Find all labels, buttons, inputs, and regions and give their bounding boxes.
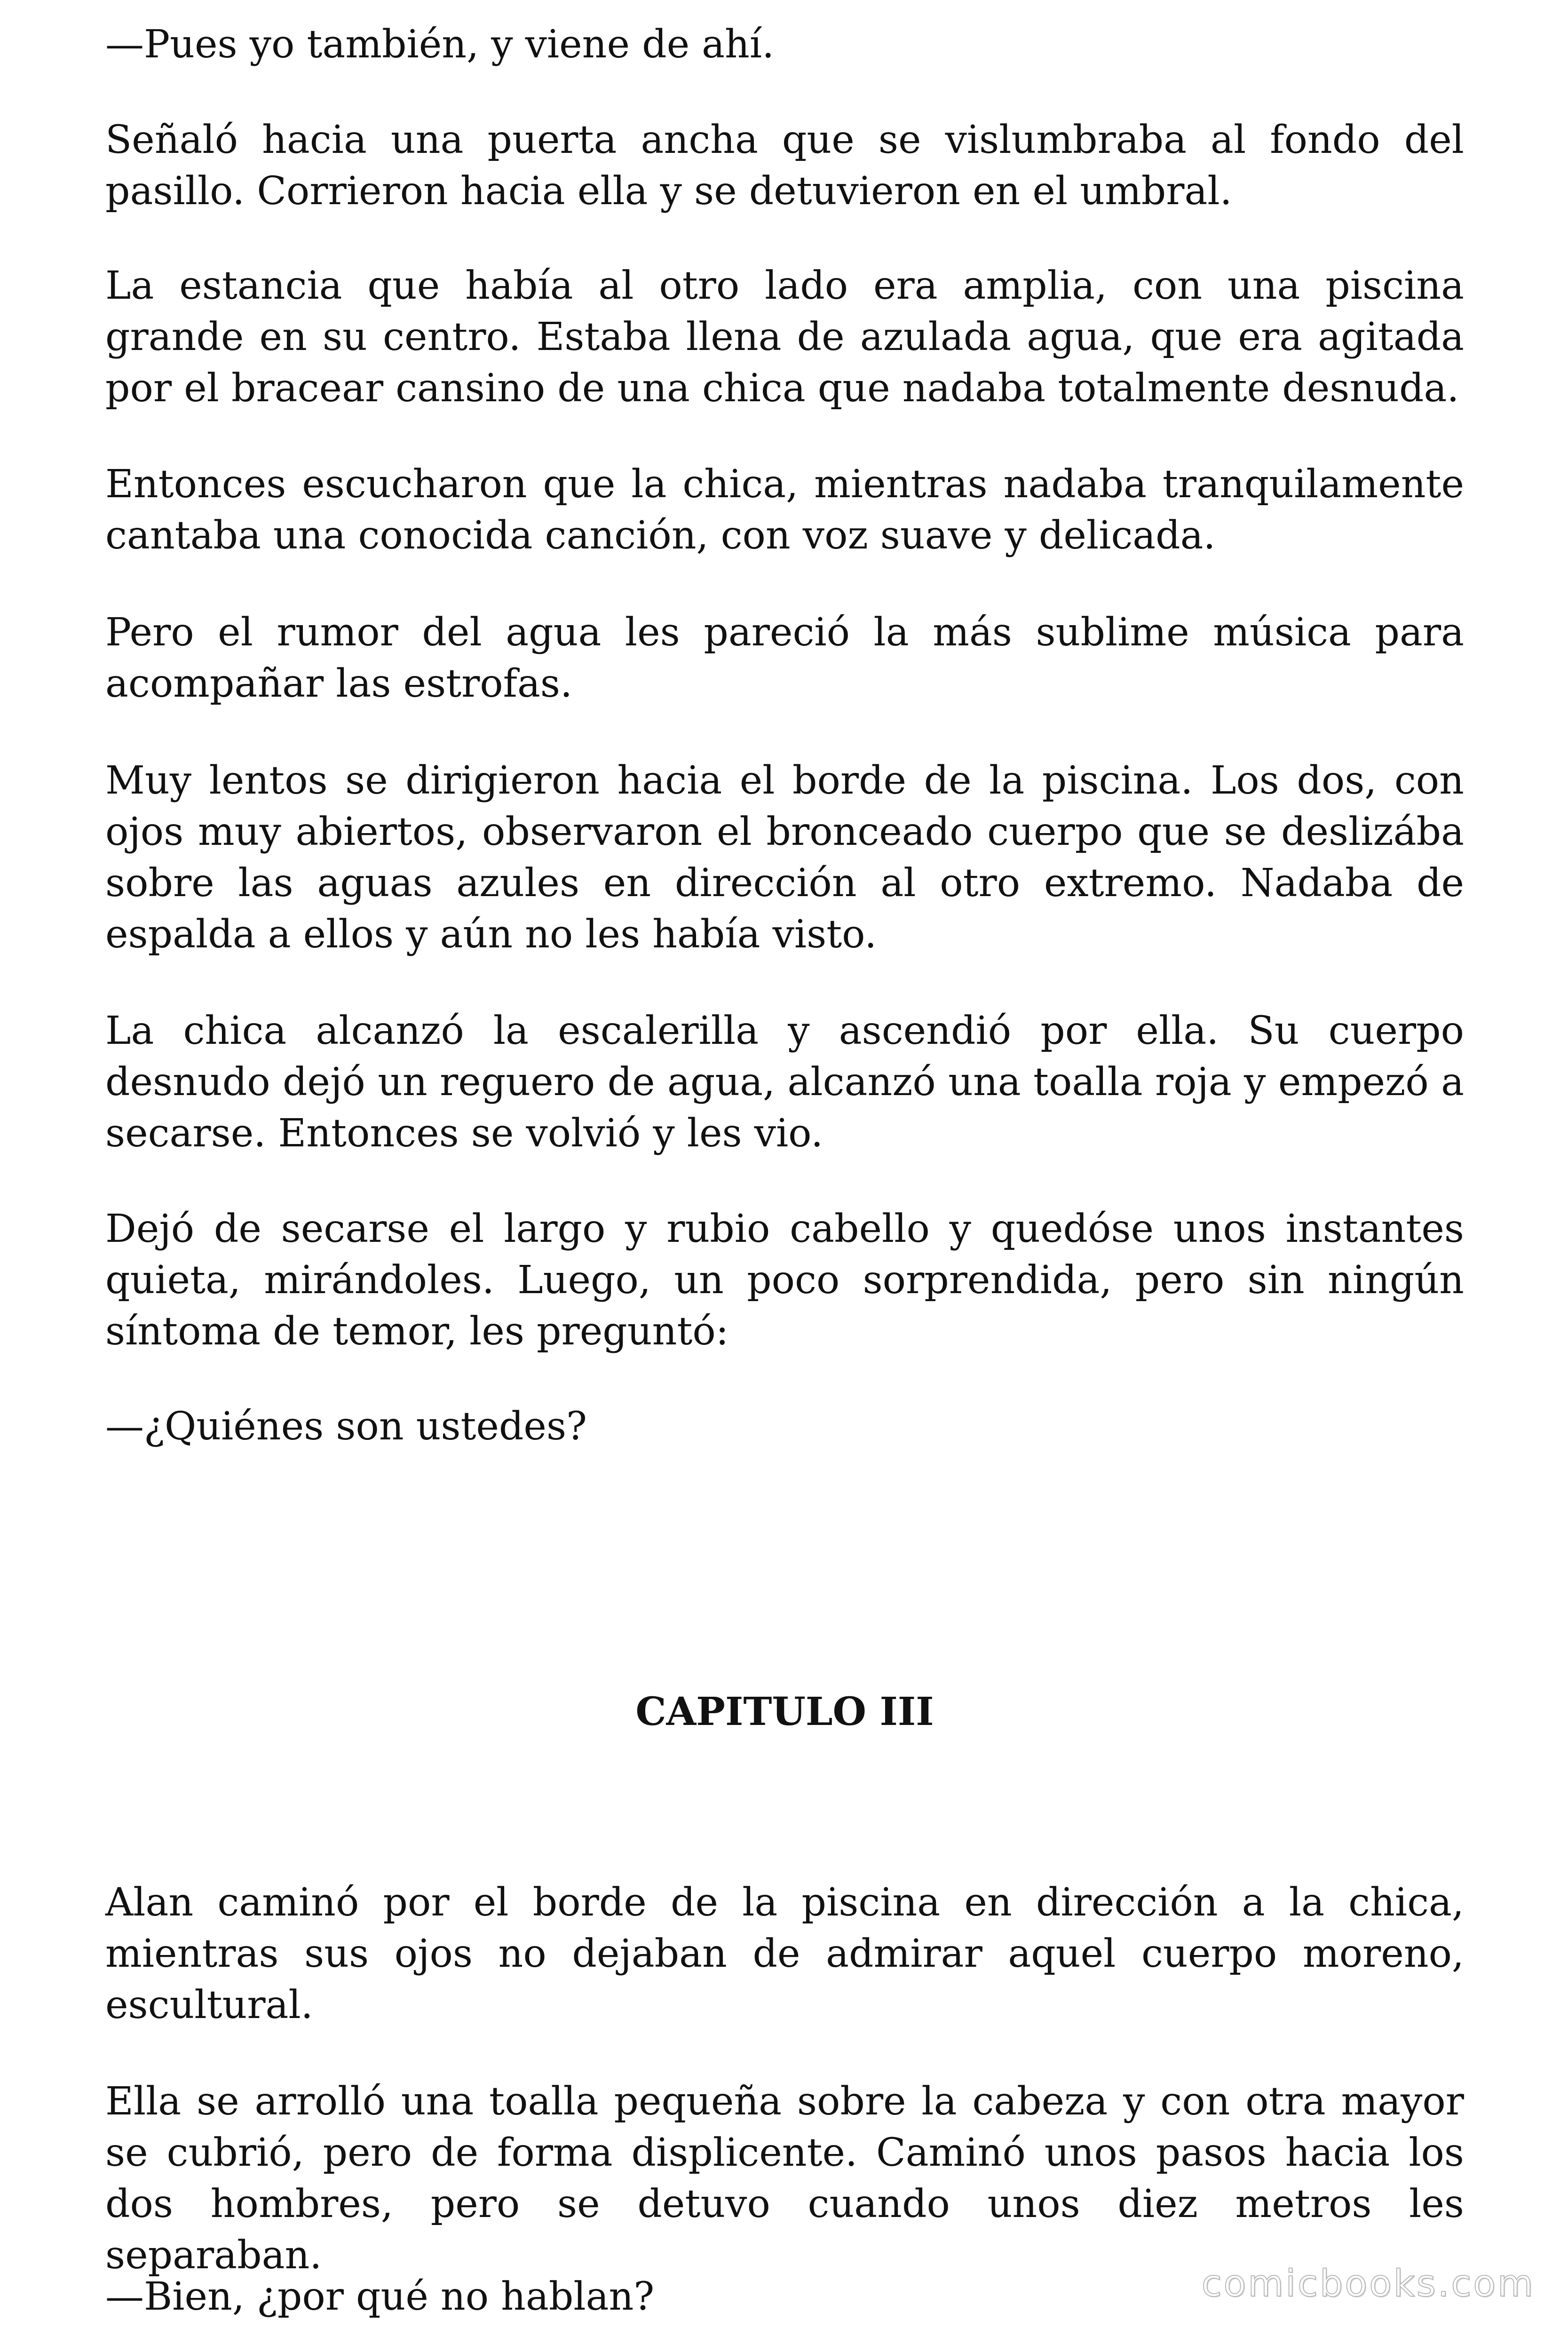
paragraph-7: La chica alcanzó la escalerilla y ascendió por ella. Su cuerpo desnudo dejó un reguero de agua, alcanzó una toalla roja y empezó a secarse. Entonces se volvió y les vio. xyxy=(105,1009,1464,1156)
paragraph-4: Entonces escucharon que la chica, mientras nadaba tranquilamente cantaba una conocida canción, con voz suave y delicada. xyxy=(105,462,1464,558)
paragraph-2: Señaló hacia una puerta ancha que se vislumbraba al fondo del pasillo. Corrieron hacia ella y se detuvieron en el umbral. xyxy=(105,118,1464,214)
chapter-paragraph-1: Alan caminó por el borde de la piscina en dirección a la chica, mientras sus ojos no dejaban de admirar aquel cuerpo moreno, escultural. xyxy=(105,1880,1464,2027)
paragraph-1: —Pues yo también, y viene de ahí. xyxy=(105,22,775,67)
paragraph-6: Muy lentos se dirigieron hacia el borde de la piscina. Los dos, con ojos muy abiertos, observaron el bronceado cuerpo que se deslizába sobre las aguas azules en dirección al otro extremo. Nadaba de espalda a ellos y aún no les había visto. xyxy=(105,758,1464,957)
chapter-heading: CAPITULO III xyxy=(635,1689,934,1734)
paragraph-5: Pero el rumor del agua les pareció la más sublime música para acompañar las estrofas. xyxy=(105,610,1464,706)
chapter-paragraph-3: —Bien, ¿por qué no hablan? xyxy=(105,2274,655,2319)
paragraph-8: Dejó de secarse el largo y rubio cabello y quedóse unos instantes quieta, mirándoles. Luego, un poco sorprendida, pero sin ningún síntoma de temor, les preguntó: xyxy=(105,1207,1464,1354)
chapter-paragraph-2: Ella se arrolló una toalla pequeña sobre la cabeza y con otra mayor se cubrió, pero de forma displicente. Caminó unos pasos hacia los dos hombres, pero se detuvo cuando unos diez metros les separaban. xyxy=(105,2079,1464,2278)
watermark: comicbooks.com xyxy=(1201,2263,1535,2305)
paragraph-9: —¿Quiénes son ustedes? xyxy=(105,1404,587,1449)
paragraph-3: La estancia que había al otro lado era amplia, con una piscina grande en su centro. Estaba llena de azulada agua, que era agitada por el bracear cansino de una chica que nadaba totalmente desnuda. xyxy=(105,263,1464,411)
